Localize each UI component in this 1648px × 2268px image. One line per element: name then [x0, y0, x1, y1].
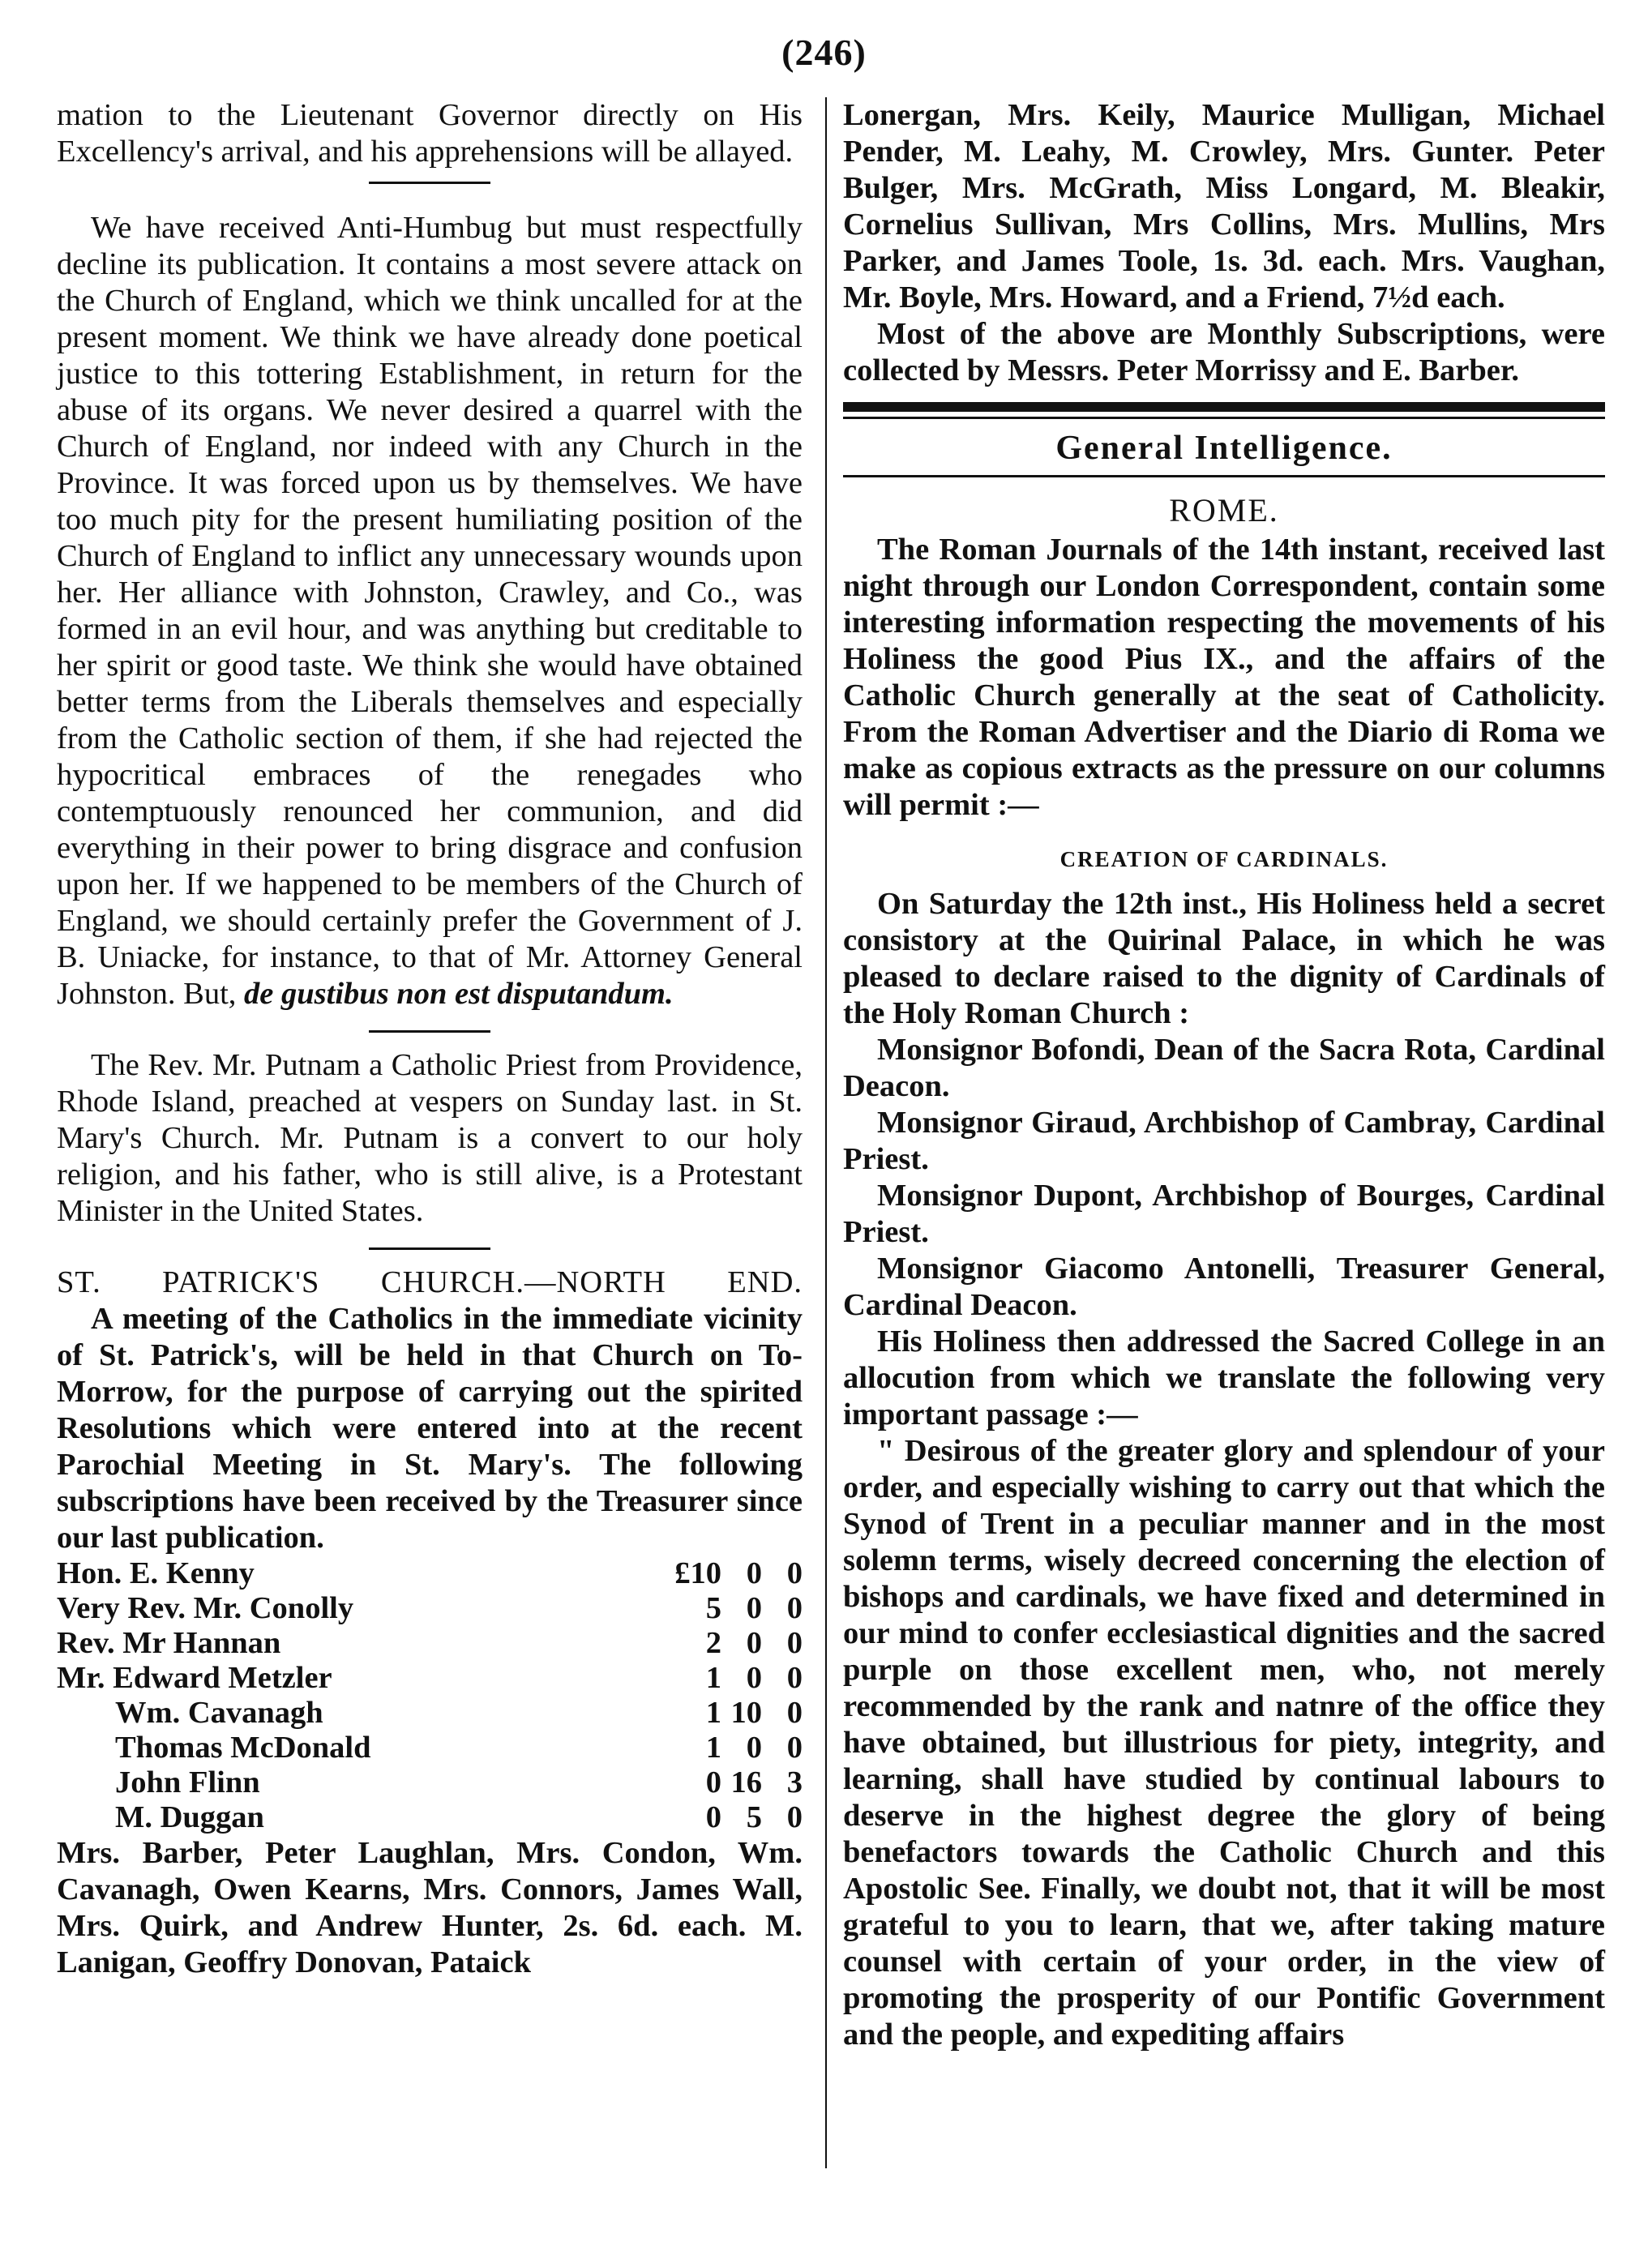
- pounds: £10: [674, 1556, 721, 1590]
- page-number: (246): [781, 32, 867, 73]
- paragraph-bofondi: Monsignor Bofondi, Dean of the Sacra Rota, Cardinal Deacon.: [843, 1033, 1605, 1103]
- table-row: [57, 1731, 803, 1765]
- paragraph-lieutenant: mation to the Lieutenant Governor directly on His Excellency's arrival, and his apprehensions will be allayed.: [57, 98, 803, 169]
- subscriber-name: M. Duggan: [115, 1800, 264, 1834]
- table-row: [57, 1661, 803, 1696]
- pence: 0: [786, 1591, 803, 1625]
- paragraph-anti-humbug: [57, 210, 803, 1012]
- shillings: 16: [730, 1765, 762, 1799]
- shillings: 0: [746, 1626, 762, 1660]
- subscriber-name: Mr. Edward Metzler: [57, 1661, 332, 1695]
- separator-rule: [369, 182, 490, 184]
- pence: 0: [786, 1626, 803, 1660]
- paragraph-quotation: " Desirous of the greater glory and splendour of your order, and especially wishing to carry out that which the Synod of Trent in a peculiar manner and in the most solemn terms, wisely decreed concerning the election of bishops and cardinals, we have fixed and determined in our mind to confer ecclesiastical dignities and the sacred purple on those excellent men, who, not merely recommended by the rank and natnre of the office they have obtained, but illustrious for piety, integrity, and learning, shall have studied by continual labours to deserve in the highest degree the glory of being benefactors towards the Catholic Church and this Apostolic See. Finally, we doubt not, that it will be most grateful to you to learn, that we, after taking mature counsel with certain of your order, in the view of promoting the prosperity of our Pontific Government and the people, and expediting affairs: [843, 1434, 1605, 2052]
- table-row: [57, 1696, 803, 1731]
- pounds: 5: [705, 1591, 721, 1625]
- subscriber-name: Hon. E. Kenny: [57, 1556, 255, 1590]
- column-divider: [825, 97, 827, 2168]
- shillings: 0: [746, 1591, 762, 1625]
- pence: 0: [786, 1731, 803, 1765]
- table-row: [57, 1591, 803, 1626]
- separator-rule: [369, 1247, 490, 1250]
- shillings: 0: [746, 1661, 762, 1695]
- table-row: [57, 1626, 803, 1661]
- pounds: 0: [705, 1800, 721, 1834]
- paragraph-meeting: A meeting of the Catholics in the immediate vicinity of St. Patrick's, will be held in that Church on To-Morrow, for the purpose of carrying out the spirited Resolutions which were entered into at the recent Parochial Meeting in St. Mary's. The following subscriptions have been received by the Treasurer since our last publication.: [57, 1302, 803, 1555]
- right-column: [843, 97, 1605, 2053]
- paragraph-dupont: Monsignor Dupont, Archbishop of Bourges, Cardinal Priest.: [843, 1179, 1605, 1249]
- paragraph-subscribers: Mrs. Barber, Peter Laughlan, Mrs. Condon, Wm. Cavanagh, Owen Kearns, Mrs. Connors, James Wall, Mrs. Quirk, and Andrew Hunter, 2s. 6d. each. M. Lanigan, Geoffry Donovan, Pataick: [57, 1836, 803, 1979]
- shillings: 5: [746, 1800, 762, 1834]
- pounds: 1: [705, 1731, 721, 1765]
- left-column: [57, 97, 803, 1981]
- separator-rule: [369, 1030, 490, 1033]
- paragraph-roman-journals: The Roman Journals of the 14th instant, received last night through our London Correspondent, contain some interesting information respecting the movements of his Holiness the good Pius IX., and the affairs of the Catholic Church generally at the seat of Catholicity. From the Roman Advertiser and the Diario di Roma we make as copious extracts as the pressure on our columns will permit :—: [843, 533, 1605, 822]
- section-thick-rule: [843, 402, 1605, 412]
- pence: 0: [786, 1661, 803, 1695]
- latin-phrase: de gustibus non est disputandum.: [244, 977, 674, 1011]
- section-thin-rule: [843, 417, 1605, 419]
- pounds: 1: [705, 1696, 721, 1730]
- pounds: 0: [705, 1765, 721, 1799]
- subscriber-name: Thomas McDonald: [115, 1731, 371, 1765]
- paragraph-monthly: Most of the above are Monthly Subscriptions, were collected by Messrs. Peter Morrissy and E. Barber.: [843, 317, 1605, 387]
- section-title-rule: [843, 475, 1605, 477]
- shillings: 0: [746, 1556, 762, 1590]
- cardinals-heading: CREATION OF CARDINALS.: [1059, 847, 1389, 871]
- subscriptions-table: [57, 1556, 803, 1835]
- pence: 0: [786, 1696, 803, 1730]
- anti-humbug-text: We have received Anti-Humbug but must respectfully decline its publication. It contains a most severe attack on the Church of England, which we think uncalled for at the present moment. We think we have already done poetical justice to this tottering Establishment, in return for the abuse of its organs. We never desired a quarrel with the Church of England, nor indeed with any Church in the Province. It was forced upon us by themselves. We have too much pity for the present humiliating position of the Church of England to inflict any unnecessary wounds upon her. Her alliance with Johnston, Crawley, and Co., was formed in an evil hour, and was anything but creditable to her spirit or good taste. We think she would have obtained better terms from the Liberals themselves and especially from the Catholic section of them, if she had rejected the hypocritical embraces of the renegades who contemptuously renounced her communion, and did everything in their power to bring disgrace and confusion upon her. If we happened to be members of the Church of England, we should certainly prefer the Government of J. B. Uniacke, for instance, to that of Mr. Attorney General Johnston. But,: [57, 211, 803, 1011]
- pounds: 1: [705, 1661, 721, 1695]
- paragraph-consistory: On Saturday the 12th inst., His Holiness held a secret consistory at the Quirinal Palace, in which he was pleased to declare raised to the dignity of Cardinals of the Holy Roman Church :: [843, 887, 1605, 1030]
- table-row: [57, 1765, 803, 1800]
- subscriber-name: Rev. Mr Hannan: [57, 1626, 281, 1660]
- table-row: [57, 1556, 803, 1591]
- rome-heading: ROME.: [1169, 492, 1279, 528]
- pence: 0: [786, 1556, 803, 1590]
- subscriber-name: John Flinn: [115, 1765, 260, 1799]
- st-patricks-heading: ST. PATRICK'S CHURCH.—NORTH END.: [57, 1265, 803, 1299]
- pence: 3: [786, 1765, 803, 1799]
- paragraph-giraud: Monsignor Giraud, Archbishop of Cambray, Cardinal Priest.: [843, 1106, 1605, 1176]
- pence: 0: [786, 1800, 803, 1834]
- pounds: 2: [705, 1626, 721, 1660]
- table-row: [57, 1800, 803, 1835]
- paragraph-antonelli: Monsignor Giacomo Antonelli, Treasurer General, Cardinal Deacon.: [843, 1252, 1605, 1322]
- subscriber-name: Very Rev. Mr. Conolly: [57, 1591, 354, 1625]
- paragraph-putnam: The Rev. Mr. Putnam a Catholic Priest from Providence, Rhode Island, preached at vespers on Sunday last. in St. Mary's Church. Mr. Putnam is a convert to our holy religion, and his father, who is still alive, is a Protestant Minister in the United States.: [57, 1048, 803, 1228]
- paragraph-subscribers-cont: Lonergan, Mrs. Keily, Maurice Mulligan, Michael Pender, M. Leahy, M. Crowley, Mrs. Gunter. Peter Bulger, Mrs. McGrath, Miss Longard, M. Bleakir, Cornelius Sullivan, Mrs Collins, Mrs. Mullins, Mrs Parker, and James Toole, 1s. 3d. each. Mrs. Vaughan, Mr. Boyle, Mrs. Howard, and a Friend, 7½d each.: [843, 98, 1605, 315]
- shillings: 10: [730, 1696, 762, 1730]
- subscriber-name: Wm. Cavanagh: [115, 1696, 323, 1730]
- shillings: 0: [746, 1731, 762, 1765]
- section-title: General Intelligence.: [1055, 430, 1393, 467]
- paragraph-allocution: His Holiness then addressed the Sacred College in an allocution from which we translate the following very important passage :—: [843, 1324, 1605, 1431]
